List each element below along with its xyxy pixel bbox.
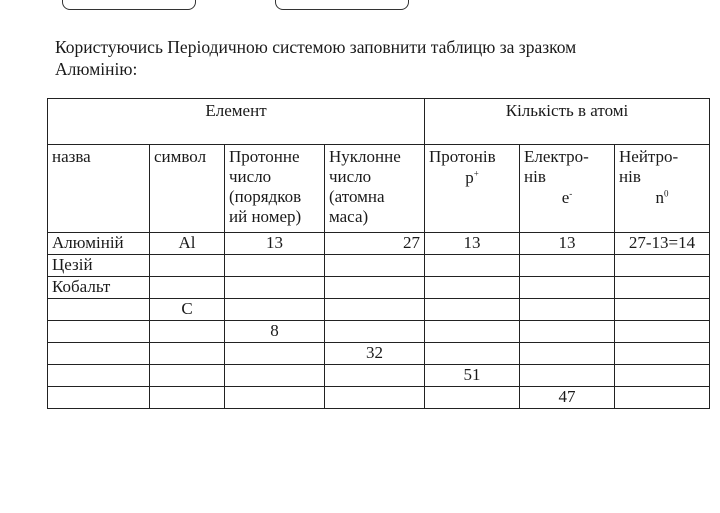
table-row [48,321,710,343]
neutrons-label-line-1: Нейтро- [619,147,679,166]
cell-protons [425,299,520,321]
cell-protons [425,387,520,409]
proton-number-line-3: (порядков [229,187,302,206]
protons-symbol-letter: p [465,168,474,187]
cell-proton-number [225,365,325,387]
cell-electrons: 13 [520,233,615,255]
table-row [48,343,710,365]
nucleon-number-column-header [325,145,425,233]
electrons-symbol [524,187,610,209]
table-row [48,365,710,387]
cell-nucleon-number [325,387,425,409]
cell-electrons [520,343,615,365]
cell-symbol: Al [150,233,225,255]
cell-protons [425,277,520,299]
table-row [48,299,710,321]
cell-electrons [520,365,615,387]
task-instruction [55,36,675,80]
instruction-line-2: Алюмінію: [55,59,138,79]
name-column-header: назва [48,145,150,233]
group-header-row [48,99,710,145]
nucleon-number-line-2: число [329,167,372,186]
cell-protons [425,255,520,277]
cell-electrons: 47 [520,387,615,409]
cell-symbol [150,343,225,365]
nucleon-number-line-1: Нуклонне [329,147,401,166]
cell-name: Кобальт [48,277,150,299]
cell-protons: 51 [425,365,520,387]
column-header-row [48,145,710,233]
protons-column-header [425,145,520,233]
cell-nucleon-number: 27 [325,233,425,255]
electrons-label-line-1: Електро- [524,147,589,166]
top-answer-box-right [275,0,409,10]
cell-neutrons [615,277,710,299]
cell-name: Цезій [48,255,150,277]
cell-neutrons [615,343,710,365]
cell-proton-number: 8 [225,321,325,343]
nucleon-number-line-4: маса) [329,207,369,226]
element-group-header: Елемент [48,99,425,145]
cell-proton-number [225,277,325,299]
proton-number-line-1: Протонне [229,147,300,166]
cell-neutrons [615,299,710,321]
neutrons-column-header [615,145,710,233]
element-table [47,98,710,409]
cell-symbol [150,387,225,409]
neutrons-symbol-letter: n [655,188,665,207]
neutrons-symbol [619,187,705,209]
electrons-symbol-sup: - [569,188,573,199]
cell-symbol [150,277,225,299]
cell-proton-number [225,255,325,277]
neutrons-label-line-2: нів [619,167,641,186]
cell-name [48,387,150,409]
cell-nucleon-number: 32 [325,343,425,365]
cell-protons: 13 [425,233,520,255]
cell-name [48,365,150,387]
cell-neutrons: 27-13=14 [615,233,710,255]
cell-nucleon-number [325,255,425,277]
cell-proton-number: 13 [225,233,325,255]
table-row [48,387,710,409]
cell-neutrons [615,365,710,387]
cell-name: Алюміній [48,233,150,255]
cell-electrons [520,255,615,277]
cell-nucleon-number [325,365,425,387]
cell-electrons [520,277,615,299]
cell-symbol [150,365,225,387]
table-row [48,255,710,277]
proton-number-line-2: число [229,167,272,186]
cell-proton-number [225,387,325,409]
electrons-column-header [520,145,615,233]
cell-name [48,299,150,321]
nucleon-number-line-3: (атомна [329,187,385,206]
cell-nucleon-number [325,277,425,299]
cell-protons [425,321,520,343]
protons-symbol-sup: + [473,168,479,179]
cell-proton-number [225,299,325,321]
instruction-line-1: Користуючись Періодичною системою заповнити таблицю за зразком [55,37,577,57]
cell-nucleon-number [325,299,425,321]
table-row [48,233,710,255]
cell-neutrons [615,387,710,409]
protons-symbol [429,167,515,189]
neutrons-symbol-sup: 0 [664,188,669,199]
cell-protons [425,343,520,365]
cell-neutrons [615,255,710,277]
cell-neutrons [615,321,710,343]
cell-symbol: C [150,299,225,321]
cell-nucleon-number [325,321,425,343]
cell-electrons [520,299,615,321]
cell-proton-number [225,343,325,365]
cell-name [48,321,150,343]
proton-number-line-4: ий номер) [229,207,302,226]
electrons-symbol-letter: e [561,188,570,207]
cell-symbol [150,255,225,277]
table-row [48,277,710,299]
cell-name [48,343,150,365]
electrons-label-line-2: нів [524,167,546,186]
top-answer-box-left [62,0,196,10]
atom-counts-group-header: Кількість в атомі [425,99,710,145]
cell-electrons [520,321,615,343]
proton-number-column-header [225,145,325,233]
symbol-column-header: символ [150,145,225,233]
cell-symbol [150,321,225,343]
protons-label: Протонів [429,147,496,166]
